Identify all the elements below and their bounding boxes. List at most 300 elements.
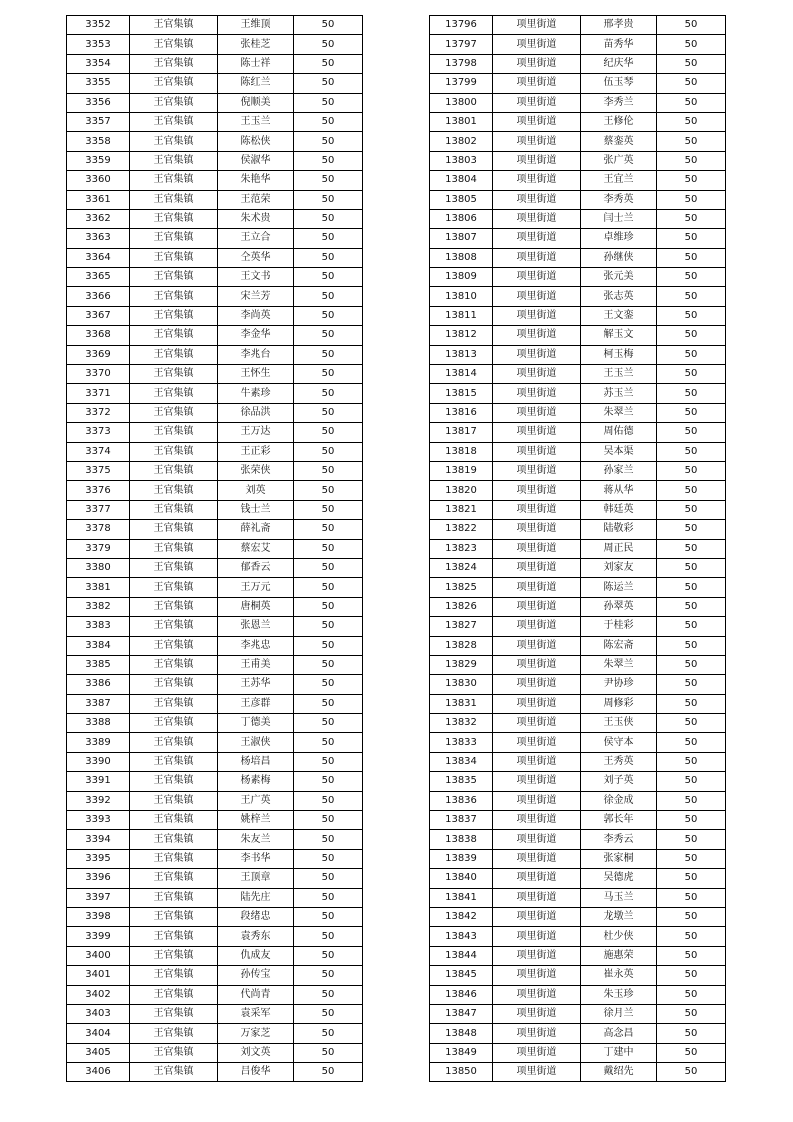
district-cell: 项里街道 — [493, 74, 581, 93]
amount-cell: 50 — [657, 675, 726, 694]
district-cell: 项里街道 — [493, 830, 581, 849]
serial-cell: 3373 — [67, 423, 130, 442]
serial-cell: 13812 — [430, 326, 493, 345]
district-cell: 项里街道 — [493, 268, 581, 287]
amount-cell: 50 — [294, 1043, 363, 1062]
name-cell: 李兆台 — [218, 345, 294, 364]
district-cell: 项里街道 — [493, 1024, 581, 1043]
table-row — [67, 946, 363, 965]
table-row — [430, 1024, 726, 1043]
district-cell: 王官集镇 — [130, 520, 218, 539]
district-cell: 项里街道 — [493, 927, 581, 946]
amount-cell: 50 — [657, 345, 726, 364]
amount-cell: 50 — [657, 927, 726, 946]
amount-cell: 50 — [294, 423, 363, 442]
serial-cell: 3386 — [67, 675, 130, 694]
name-cell: 邢孝贵 — [581, 16, 657, 35]
left-table — [66, 15, 363, 1082]
district-cell: 项里街道 — [493, 500, 581, 519]
district-cell: 王官集镇 — [130, 151, 218, 170]
district-cell: 项里街道 — [493, 520, 581, 539]
name-cell: 代尚青 — [218, 985, 294, 1004]
amount-cell: 50 — [294, 888, 363, 907]
name-cell: 李金华 — [218, 326, 294, 345]
amount-cell: 50 — [657, 946, 726, 965]
serial-cell: 13806 — [430, 209, 493, 228]
serial-cell: 3393 — [67, 811, 130, 830]
district-cell: 王官集镇 — [130, 966, 218, 985]
name-cell: 闫士兰 — [581, 209, 657, 228]
amount-cell: 50 — [294, 946, 363, 965]
district-cell: 王官集镇 — [130, 326, 218, 345]
amount-cell: 50 — [657, 578, 726, 597]
serial-cell: 13829 — [430, 655, 493, 674]
table-row — [430, 907, 726, 926]
table-row — [430, 365, 726, 384]
table-row — [67, 520, 363, 539]
name-cell: 张荣侠 — [218, 461, 294, 480]
name-cell: 吕俊华 — [218, 1063, 294, 1082]
table-row — [67, 74, 363, 93]
serial-cell: 13813 — [430, 345, 493, 364]
amount-cell: 50 — [294, 16, 363, 35]
table-row — [67, 461, 363, 480]
table-row — [430, 461, 726, 480]
table-row — [67, 190, 363, 209]
serial-cell: 3387 — [67, 694, 130, 713]
district-cell: 项里街道 — [493, 326, 581, 345]
district-cell: 王官集镇 — [130, 869, 218, 888]
serial-cell: 13804 — [430, 171, 493, 190]
district-cell: 项里街道 — [493, 539, 581, 558]
amount-cell: 50 — [294, 345, 363, 364]
district-cell: 项里街道 — [493, 403, 581, 422]
serial-cell: 3389 — [67, 733, 130, 752]
table-row — [67, 345, 363, 364]
serial-cell: 3378 — [67, 520, 130, 539]
district-cell: 项里街道 — [493, 171, 581, 190]
amount-cell: 50 — [294, 500, 363, 519]
table-row — [67, 326, 363, 345]
district-cell: 王官集镇 — [130, 132, 218, 151]
district-cell: 项里街道 — [493, 384, 581, 403]
name-cell: 张元美 — [581, 268, 657, 287]
serial-cell: 3360 — [67, 171, 130, 190]
serial-cell: 3355 — [67, 74, 130, 93]
table-row — [67, 1024, 363, 1043]
name-cell: 徐月兰 — [581, 1004, 657, 1023]
district-cell: 王官集镇 — [130, 287, 218, 306]
table-row — [67, 1004, 363, 1023]
table-row — [430, 35, 726, 54]
district-cell: 项里街道 — [493, 112, 581, 131]
name-cell: 孙家兰 — [581, 461, 657, 480]
amount-cell: 50 — [294, 112, 363, 131]
serial-cell: 13833 — [430, 733, 493, 752]
amount-cell: 50 — [294, 35, 363, 54]
name-cell: 马玉兰 — [581, 888, 657, 907]
district-cell: 项里街道 — [493, 1063, 581, 1082]
table-row — [67, 132, 363, 151]
amount-cell: 50 — [657, 74, 726, 93]
district-cell: 王官集镇 — [130, 849, 218, 868]
name-cell: 唐桐英 — [218, 597, 294, 616]
serial-cell: 3398 — [67, 907, 130, 926]
serial-cell: 3384 — [67, 636, 130, 655]
amount-cell: 50 — [294, 442, 363, 461]
table-row — [67, 54, 363, 73]
amount-cell: 50 — [294, 326, 363, 345]
district-cell: 王官集镇 — [130, 190, 218, 209]
amount-cell: 50 — [657, 1043, 726, 1062]
name-cell: 李书华 — [218, 849, 294, 868]
name-cell: 李兆忠 — [218, 636, 294, 655]
amount-cell: 50 — [294, 1004, 363, 1023]
amount-cell: 50 — [294, 849, 363, 868]
serial-cell: 13837 — [430, 811, 493, 830]
serial-cell: 13846 — [430, 985, 493, 1004]
table-row — [430, 830, 726, 849]
amount-cell: 50 — [657, 35, 726, 54]
table-row — [430, 423, 726, 442]
name-cell: 朱翠兰 — [581, 403, 657, 422]
amount-cell: 50 — [657, 655, 726, 674]
district-cell: 王官集镇 — [130, 558, 218, 577]
table-row — [67, 636, 363, 655]
amount-cell: 50 — [657, 830, 726, 849]
name-cell: 袁采军 — [218, 1004, 294, 1023]
table-row — [430, 74, 726, 93]
district-cell: 王官集镇 — [130, 752, 218, 771]
table-row — [430, 287, 726, 306]
serial-cell: 3364 — [67, 248, 130, 267]
district-cell: 王官集镇 — [130, 248, 218, 267]
district-cell: 项里街道 — [493, 636, 581, 655]
district-cell: 项里街道 — [493, 946, 581, 965]
serial-cell: 13797 — [430, 35, 493, 54]
name-cell: 苗秀华 — [581, 35, 657, 54]
amount-cell: 50 — [657, 617, 726, 636]
left-table-body — [67, 16, 363, 1082]
name-cell: 陈运兰 — [581, 578, 657, 597]
serial-cell: 3385 — [67, 655, 130, 674]
table-row — [67, 365, 363, 384]
amount-cell: 50 — [294, 229, 363, 248]
name-cell: 王玉侠 — [581, 714, 657, 733]
district-cell: 王官集镇 — [130, 423, 218, 442]
amount-cell: 50 — [294, 132, 363, 151]
name-cell: 朱翠兰 — [581, 655, 657, 674]
table-row — [430, 151, 726, 170]
name-cell: 王万元 — [218, 578, 294, 597]
table-row — [67, 733, 363, 752]
district-cell: 王官集镇 — [130, 907, 218, 926]
serial-cell: 13823 — [430, 539, 493, 558]
district-cell: 王官集镇 — [130, 171, 218, 190]
table-row — [430, 617, 726, 636]
table-row — [430, 520, 726, 539]
serial-cell: 13821 — [430, 500, 493, 519]
name-cell: 郭长年 — [581, 811, 657, 830]
district-cell: 王官集镇 — [130, 675, 218, 694]
district-cell: 项里街道 — [493, 578, 581, 597]
table-row — [67, 869, 363, 888]
serial-cell: 13826 — [430, 597, 493, 616]
serial-cell: 3374 — [67, 442, 130, 461]
table-row — [67, 35, 363, 54]
table-row — [430, 209, 726, 228]
name-cell: 戴绍先 — [581, 1063, 657, 1082]
table-row — [67, 675, 363, 694]
amount-cell: 50 — [657, 209, 726, 228]
name-cell: 李尚英 — [218, 306, 294, 325]
table-row — [67, 229, 363, 248]
serial-cell: 3353 — [67, 35, 130, 54]
district-cell: 王官集镇 — [130, 93, 218, 112]
serial-cell: 13828 — [430, 636, 493, 655]
name-cell: 薛礼斋 — [218, 520, 294, 539]
serial-cell: 13831 — [430, 694, 493, 713]
amount-cell: 50 — [657, 151, 726, 170]
table-row — [430, 1043, 726, 1062]
table-row — [67, 888, 363, 907]
table-row — [67, 248, 363, 267]
name-cell: 张家桐 — [581, 849, 657, 868]
name-cell: 段绪忠 — [218, 907, 294, 926]
amount-cell: 50 — [657, 985, 726, 1004]
name-cell: 孙继侠 — [581, 248, 657, 267]
table-row — [430, 248, 726, 267]
serial-cell: 13807 — [430, 229, 493, 248]
district-cell: 王官集镇 — [130, 985, 218, 1004]
amount-cell: 50 — [657, 326, 726, 345]
name-cell: 陈宏斋 — [581, 636, 657, 655]
table-row — [430, 636, 726, 655]
table-row — [430, 93, 726, 112]
table-row — [430, 1004, 726, 1023]
table-row — [430, 966, 726, 985]
table-row — [430, 403, 726, 422]
name-cell: 周修彩 — [581, 694, 657, 713]
serial-cell: 3365 — [67, 268, 130, 287]
district-cell: 王官集镇 — [130, 578, 218, 597]
serial-cell: 13825 — [430, 578, 493, 597]
district-cell: 项里街道 — [493, 209, 581, 228]
serial-cell: 3404 — [67, 1024, 130, 1043]
district-cell: 项里街道 — [493, 655, 581, 674]
amount-cell: 50 — [657, 481, 726, 500]
table-row — [67, 539, 363, 558]
name-cell: 刘家友 — [581, 558, 657, 577]
name-cell: 王淑侠 — [218, 733, 294, 752]
table-row — [430, 384, 726, 403]
amount-cell: 50 — [294, 733, 363, 752]
serial-cell: 13798 — [430, 54, 493, 73]
serial-cell: 3369 — [67, 345, 130, 364]
serial-cell: 13814 — [430, 365, 493, 384]
district-cell: 项里街道 — [493, 248, 581, 267]
serial-cell: 3388 — [67, 714, 130, 733]
amount-cell: 50 — [294, 248, 363, 267]
serial-cell: 13824 — [430, 558, 493, 577]
district-cell: 王官集镇 — [130, 345, 218, 364]
table-row — [67, 423, 363, 442]
name-cell: 陆敬彩 — [581, 520, 657, 539]
table-row — [430, 694, 726, 713]
amount-cell: 50 — [657, 365, 726, 384]
amount-cell: 50 — [294, 927, 363, 946]
district-cell: 项里街道 — [493, 229, 581, 248]
amount-cell: 50 — [294, 655, 363, 674]
district-cell: 项里街道 — [493, 617, 581, 636]
serial-cell: 13803 — [430, 151, 493, 170]
district-cell: 项里街道 — [493, 132, 581, 151]
district-cell: 项里街道 — [493, 442, 581, 461]
amount-cell: 50 — [294, 190, 363, 209]
name-cell: 倪顺美 — [218, 93, 294, 112]
district-cell: 项里街道 — [493, 811, 581, 830]
name-cell: 蒋从华 — [581, 481, 657, 500]
name-cell: 王玉兰 — [581, 365, 657, 384]
name-cell: 王玉兰 — [218, 112, 294, 131]
district-cell: 项里街道 — [493, 869, 581, 888]
table-row — [430, 442, 726, 461]
name-cell: 张志英 — [581, 287, 657, 306]
name-cell: 朱玉珍 — [581, 985, 657, 1004]
district-cell: 王官集镇 — [130, 481, 218, 500]
district-cell: 项里街道 — [493, 151, 581, 170]
amount-cell: 50 — [657, 636, 726, 655]
district-cell: 项里街道 — [493, 888, 581, 907]
name-cell: 周正民 — [581, 539, 657, 558]
serial-cell: 3357 — [67, 112, 130, 131]
district-cell: 项里街道 — [493, 907, 581, 926]
serial-cell: 13816 — [430, 403, 493, 422]
table-row — [430, 946, 726, 965]
table-row — [430, 714, 726, 733]
serial-cell: 13818 — [430, 442, 493, 461]
serial-cell: 13808 — [430, 248, 493, 267]
amount-cell: 50 — [294, 74, 363, 93]
name-cell: 李秀云 — [581, 830, 657, 849]
name-cell: 王文銮 — [581, 306, 657, 325]
serial-cell: 3395 — [67, 849, 130, 868]
amount-cell: 50 — [294, 461, 363, 480]
district-cell: 王官集镇 — [130, 229, 218, 248]
serial-cell: 3363 — [67, 229, 130, 248]
amount-cell: 50 — [657, 16, 726, 35]
district-cell: 王官集镇 — [130, 365, 218, 384]
amount-cell: 50 — [657, 442, 726, 461]
district-cell: 王官集镇 — [130, 35, 218, 54]
table-row — [430, 500, 726, 519]
table-row — [67, 268, 363, 287]
table-row — [67, 966, 363, 985]
amount-cell: 50 — [657, 112, 726, 131]
table-row — [430, 985, 726, 1004]
serial-cell: 3361 — [67, 190, 130, 209]
table-row — [67, 578, 363, 597]
name-cell: 王立合 — [218, 229, 294, 248]
amount-cell: 50 — [657, 849, 726, 868]
serial-cell: 3381 — [67, 578, 130, 597]
name-cell: 王秀英 — [581, 752, 657, 771]
name-cell: 王范荣 — [218, 190, 294, 209]
table-row — [430, 306, 726, 325]
district-cell: 王官集镇 — [130, 772, 218, 791]
serial-cell: 3371 — [67, 384, 130, 403]
amount-cell: 50 — [657, 907, 726, 926]
district-cell: 王官集镇 — [130, 791, 218, 810]
district-cell: 项里街道 — [493, 752, 581, 771]
serial-cell: 13847 — [430, 1004, 493, 1023]
table-row — [430, 849, 726, 868]
serial-cell: 13848 — [430, 1024, 493, 1043]
amount-cell: 50 — [294, 966, 363, 985]
name-cell: 钱士兰 — [218, 500, 294, 519]
table-row — [430, 16, 726, 35]
name-cell: 纪庆华 — [581, 54, 657, 73]
amount-cell: 50 — [657, 132, 726, 151]
serial-cell: 13839 — [430, 849, 493, 868]
name-cell: 陆先庄 — [218, 888, 294, 907]
table-row — [430, 811, 726, 830]
serial-cell: 3391 — [67, 772, 130, 791]
name-cell: 高念昌 — [581, 1024, 657, 1043]
right-table — [429, 15, 726, 1082]
amount-cell: 50 — [657, 966, 726, 985]
serial-cell: 3379 — [67, 539, 130, 558]
amount-cell: 50 — [294, 752, 363, 771]
amount-cell: 50 — [294, 384, 363, 403]
district-cell: 王官集镇 — [130, 655, 218, 674]
amount-cell: 50 — [657, 694, 726, 713]
district-cell: 项里街道 — [493, 461, 581, 480]
name-cell: 王宜兰 — [581, 171, 657, 190]
district-cell: 王官集镇 — [130, 403, 218, 422]
amount-cell: 50 — [657, 54, 726, 73]
name-cell: 朱艳华 — [218, 171, 294, 190]
name-cell: 龙墩兰 — [581, 907, 657, 926]
table-row — [67, 791, 363, 810]
name-cell: 刘子英 — [581, 772, 657, 791]
amount-cell: 50 — [294, 1024, 363, 1043]
serial-cell: 3377 — [67, 500, 130, 519]
serial-cell: 13827 — [430, 617, 493, 636]
serial-cell: 13842 — [430, 907, 493, 926]
district-cell: 项里街道 — [493, 423, 581, 442]
district-cell: 王官集镇 — [130, 1024, 218, 1043]
district-cell: 项里街道 — [493, 35, 581, 54]
name-cell: 郁香云 — [218, 558, 294, 577]
amount-cell: 50 — [294, 520, 363, 539]
serial-cell: 13830 — [430, 675, 493, 694]
name-cell: 刘英 — [218, 481, 294, 500]
name-cell: 孙翠英 — [581, 597, 657, 616]
amount-cell: 50 — [657, 403, 726, 422]
serial-cell: 3362 — [67, 209, 130, 228]
table-row — [430, 54, 726, 73]
amount-cell: 50 — [657, 423, 726, 442]
table-row — [67, 171, 363, 190]
amount-cell: 50 — [294, 93, 363, 112]
amount-cell: 50 — [294, 539, 363, 558]
table-row — [430, 268, 726, 287]
name-cell: 王顶章 — [218, 869, 294, 888]
district-cell: 王官集镇 — [130, 306, 218, 325]
serial-cell: 13841 — [430, 888, 493, 907]
district-cell: 王官集镇 — [130, 694, 218, 713]
